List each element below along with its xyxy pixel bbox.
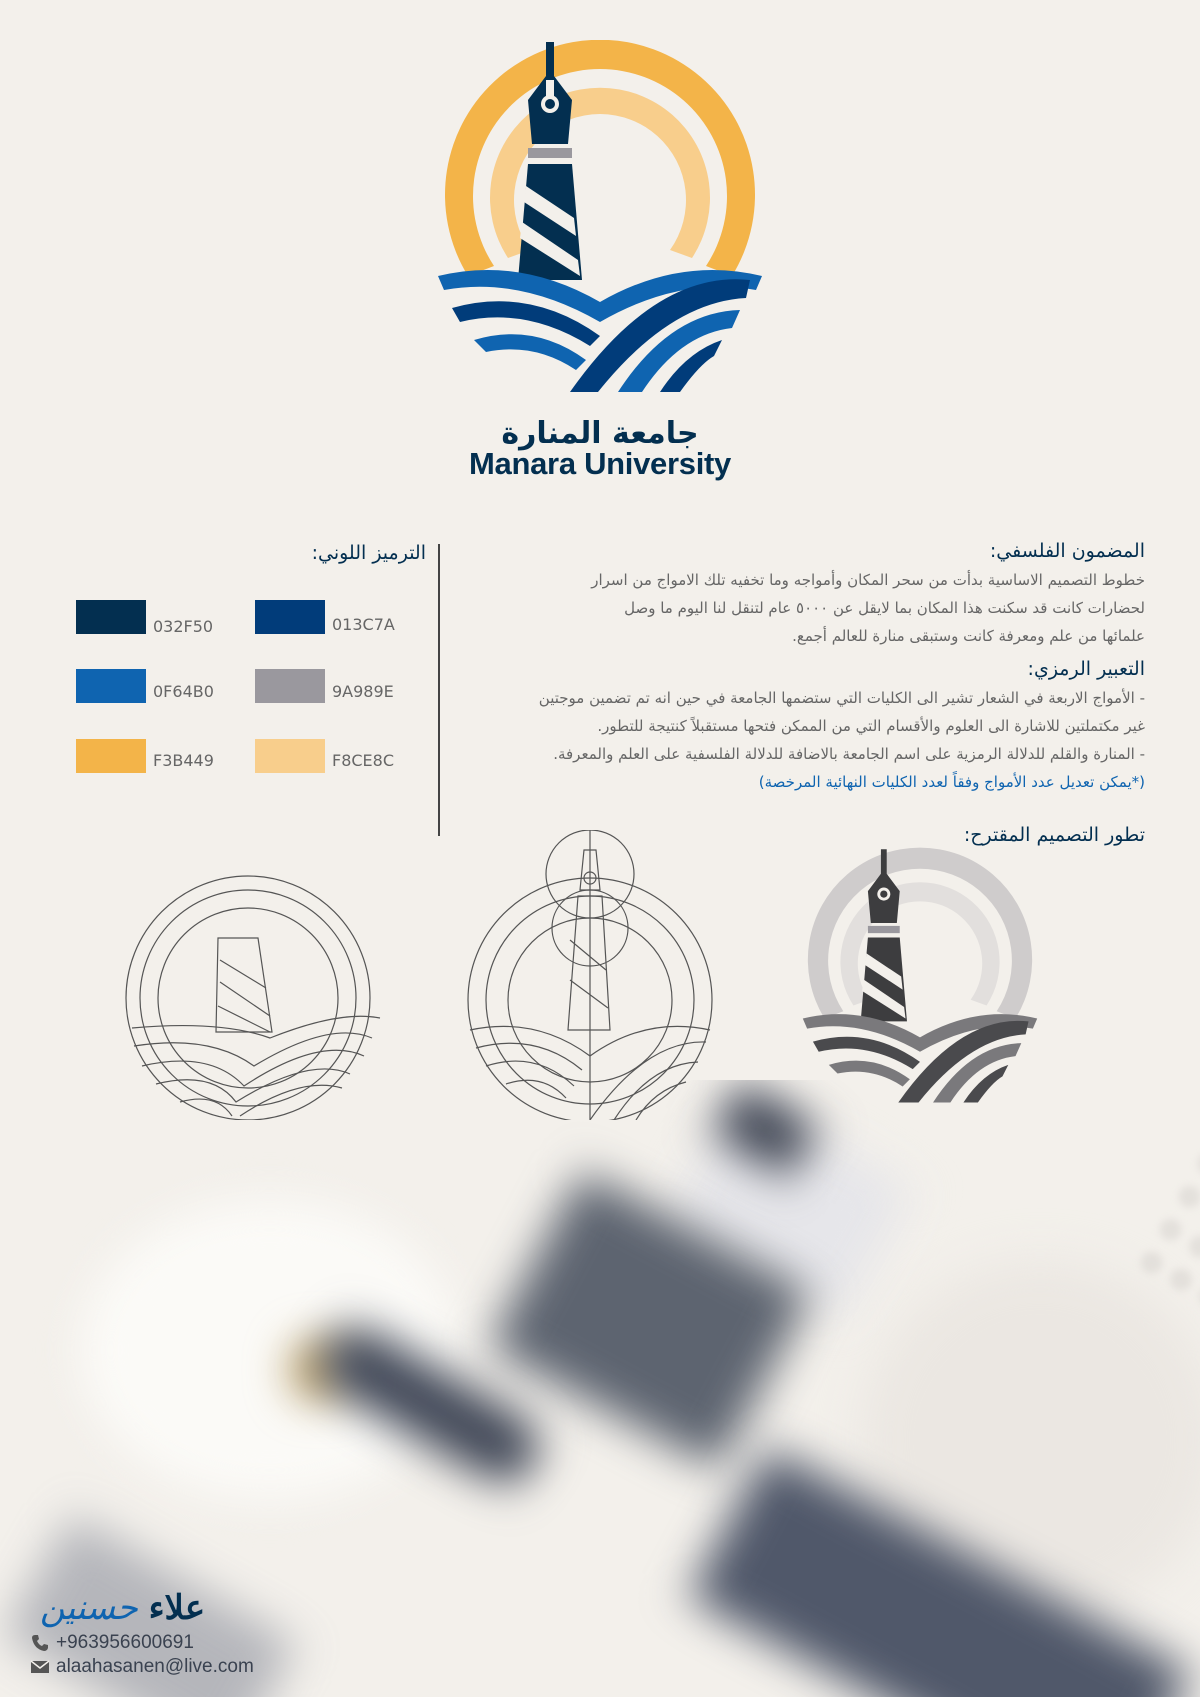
color-code-9A989E: 9A989E: [332, 682, 394, 701]
contact-phone: [30, 1632, 194, 1654]
color-swatch-032F50: [76, 600, 146, 634]
symbolism-note: (*يمكن تعديل عدد الأمواج وفقاً لعدد الكليات النهائية المرخصة): [758, 773, 1145, 791]
philosophy-line: علمائها من علم ومعرفة كانت وستبقى منارة للعالم أجمع.: [792, 627, 1145, 645]
color-swatch-013C7A: [255, 600, 325, 634]
symbolism-line: - الأمواج الاربعة في الشعار تشير الى الكليات التي ستضمها الجامعة في حين انه تم تضمين موجتين: [538, 689, 1145, 707]
designer-signature: [40, 1588, 205, 1628]
brand-name-english: Manara University: [469, 446, 731, 481]
designer-first-name: علاء: [148, 1588, 206, 1628]
symbolism-line: - المنارة والقلم للدلالة الرمزية على اسم الجامعة بالاضافة للدلالة الفلسفية على العلم والمعرفة.: [553, 745, 1145, 763]
contact-email: [30, 1656, 254, 1678]
philosophy-line: لحضارات كانت قد سكنت هذا المكان بما لايقل عن ٥٠٠٠ عام لتنقل لنا اليوم ما وصل: [624, 599, 1145, 617]
phone-icon: [30, 1633, 50, 1653]
brand-name-arabic: جامعة المنارة: [501, 416, 699, 451]
vertical-divider: [438, 544, 440, 836]
symbolism-line: غير مكتملتين للاشارة الى العلوم والأقسام التي من الممكن فتحها مستقبلاً كنتيجة للتطور.: [597, 717, 1145, 735]
color-code-013C7A: 013C7A: [332, 615, 395, 634]
color-swatch-9A989E: [255, 669, 325, 703]
color-code-032F50: 032F50: [153, 617, 214, 636]
color-swatch-0F64B0: [76, 669, 146, 703]
manara-university-logo: [430, 40, 770, 400]
symbolism-heading: التعبير الرمزي:: [1027, 658, 1145, 680]
sketch-rough-outline: [120, 870, 390, 1120]
color-palette-title: الترميز اللوني:: [311, 542, 426, 564]
email-address[interactable]: alaahasanen@live.com: [56, 1656, 254, 1677]
phone-number[interactable]: +963956600691: [56, 1632, 194, 1653]
color-swatch-F3B449: [76, 739, 146, 773]
design-evolution-heading: تطور التصميم المقترح:: [963, 824, 1145, 846]
envelope-icon: [30, 1657, 50, 1677]
color-swatch-F8CE8C: [255, 739, 325, 773]
designer-last-name: حسنين: [40, 1588, 138, 1628]
sketch-construction-grid: [466, 830, 726, 1120]
sketch-grayscale-logo: [797, 838, 1043, 1118]
description-text: [455, 540, 1145, 796]
philosophy-line: خطوط التصميم الاساسية بدأت من سحر المكان وأمواجه وما تخفيه تلك الامواج من اسرار: [591, 571, 1145, 589]
color-code-0F64B0: 0F64B0: [153, 682, 214, 701]
color-code-F8CE8C: F8CE8C: [332, 751, 395, 770]
philosophy-heading: المضمون الفلسفي:: [989, 540, 1145, 562]
color-code-F3B449: F3B449: [153, 751, 214, 770]
